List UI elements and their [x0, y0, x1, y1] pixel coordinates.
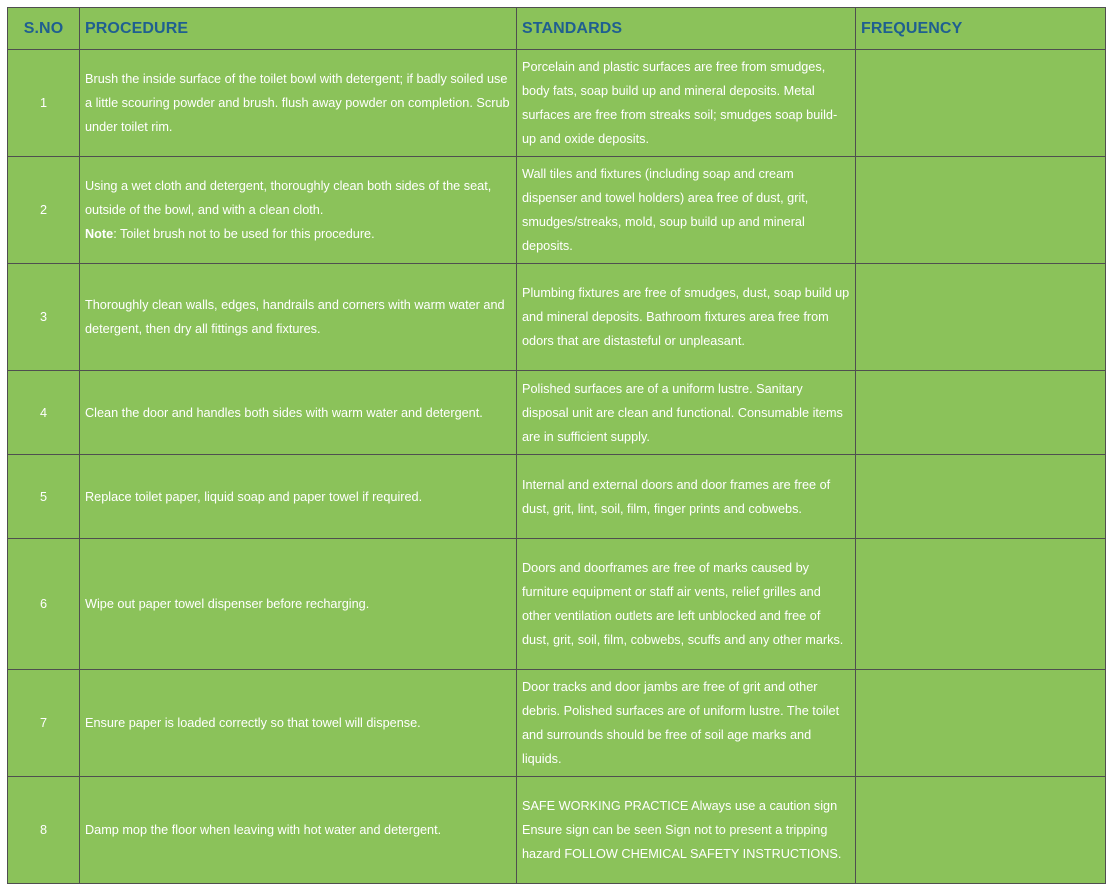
table-row [8, 539, 1106, 670]
frequency-cell [856, 670, 1106, 777]
row-number: 3 [8, 264, 80, 371]
standards-cell: Doors and doorframes are free of marks caused by furniture equipment or staff air vents, relief grilles and other ventilation outlets are left unblocked and free of dust, grit, soil, film, cobwebs, scuffs and any other marks. [517, 539, 856, 670]
procedure-cell [80, 50, 517, 157]
table-row [8, 670, 1106, 777]
table-row [8, 50, 1106, 157]
row-number: 1 [8, 50, 80, 157]
note-text: : Toilet brush not to be used for this procedure. [113, 227, 375, 241]
procedure-text: Clean the door and handles both sides with warm water and detergent. [85, 405, 483, 420]
note-label: Note [85, 227, 114, 241]
cleaning-procedure-table [7, 7, 1106, 884]
header-sno: S.NO [8, 8, 80, 50]
table-row [8, 777, 1106, 884]
standards-cell: SAFE WORKING PRACTICE Always use a caution sign Ensure sign can be seen Sign not to present a tripping hazard FOLLOW CHEMICAL SAFETY INSTRUCTIONS. [517, 777, 856, 884]
standards-cell: Plumbing fixtures are free of smudges, dust, soap build up and mineral deposits. Bathroom fixtures area free from odors that are distasteful or unpleasant. [517, 264, 856, 371]
procedure-text: Using a wet cloth and detergent, thoroughly clean both sides of the seat, outside of the bowl, and with a clean cloth. [85, 179, 492, 217]
table-row [8, 455, 1106, 539]
frequency-cell [856, 371, 1106, 455]
frequency-cell [856, 539, 1106, 670]
procedure-cell [80, 455, 517, 539]
table-row [8, 157, 1106, 264]
row-number: 7 [8, 670, 80, 777]
frequency-cell [856, 455, 1106, 539]
procedure-text: Ensure paper is loaded correctly so that towel will dispense. [85, 716, 421, 730]
standards-cell: Internal and external doors and door frames are free of dust, grit, lint, soil, film, finger prints and cobwebs. [517, 455, 856, 539]
procedure-text: Replace toilet paper, liquid soap and paper towel if required. [85, 489, 423, 504]
header-procedure: PROCEDURE [80, 8, 517, 50]
frequency-cell [856, 777, 1106, 884]
row-number: 8 [8, 777, 80, 884]
row-number: 6 [8, 539, 80, 670]
procedure-text: Wipe out paper towel dispenser before recharging. [85, 597, 370, 611]
table-header-row [8, 8, 1106, 50]
procedure-table-container [7, 7, 1106, 884]
standards-cell: Polished surfaces are of a uniform lustre. Sanitary disposal unit are clean and functional. Consumable items are in sufficient supply. [517, 371, 856, 455]
row-number: 2 [8, 157, 80, 264]
frequency-cell [856, 264, 1106, 371]
procedure-text: Damp mop the floor when leaving with hot water and detergent. [85, 823, 442, 837]
row-number: 4 [8, 371, 80, 455]
procedure-cell [80, 777, 517, 884]
standards-cell: Wall tiles and fixtures (including soap and cream dispenser and towel holders) area free of dust, grit, smudges/streaks, mold, soup build up and mineral deposits. [517, 157, 856, 264]
standards-cell: Porcelain and plastic surfaces are free from smudges, body fats, soap build up and mineral deposits. Metal surfaces are free from streaks soil; smudges soap build-up and oxide deposits. [517, 50, 856, 157]
table-row [8, 371, 1106, 455]
row-number: 5 [8, 455, 80, 539]
table-row [8, 264, 1106, 371]
procedure-cell [80, 371, 517, 455]
procedure-cell [80, 264, 517, 371]
frequency-cell [856, 50, 1106, 157]
header-standards: STANDARDS [517, 8, 856, 50]
procedure-cell [80, 157, 517, 264]
frequency-cell [856, 157, 1106, 264]
procedure-text: Brush the inside surface of the toilet bowl with detergent; if badly soiled use a little scouring powder and brush. flush away powder on completion. Scrub under toilet rim. [85, 72, 510, 134]
header-frequency: FREQUENCY [856, 8, 1106, 50]
procedure-cell [80, 670, 517, 777]
procedure-text: Thoroughly clean walls, edges, handrails and corners with warm water and detergent, then dry all fittings and fixtures. [85, 298, 505, 336]
procedure-cell [80, 539, 517, 670]
standards-cell: Door tracks and door jambs are free of grit and other debris. Polished surfaces are of uniform lustre. The toilet and surrounds should be free of soil age marks and liquids. [517, 670, 856, 777]
